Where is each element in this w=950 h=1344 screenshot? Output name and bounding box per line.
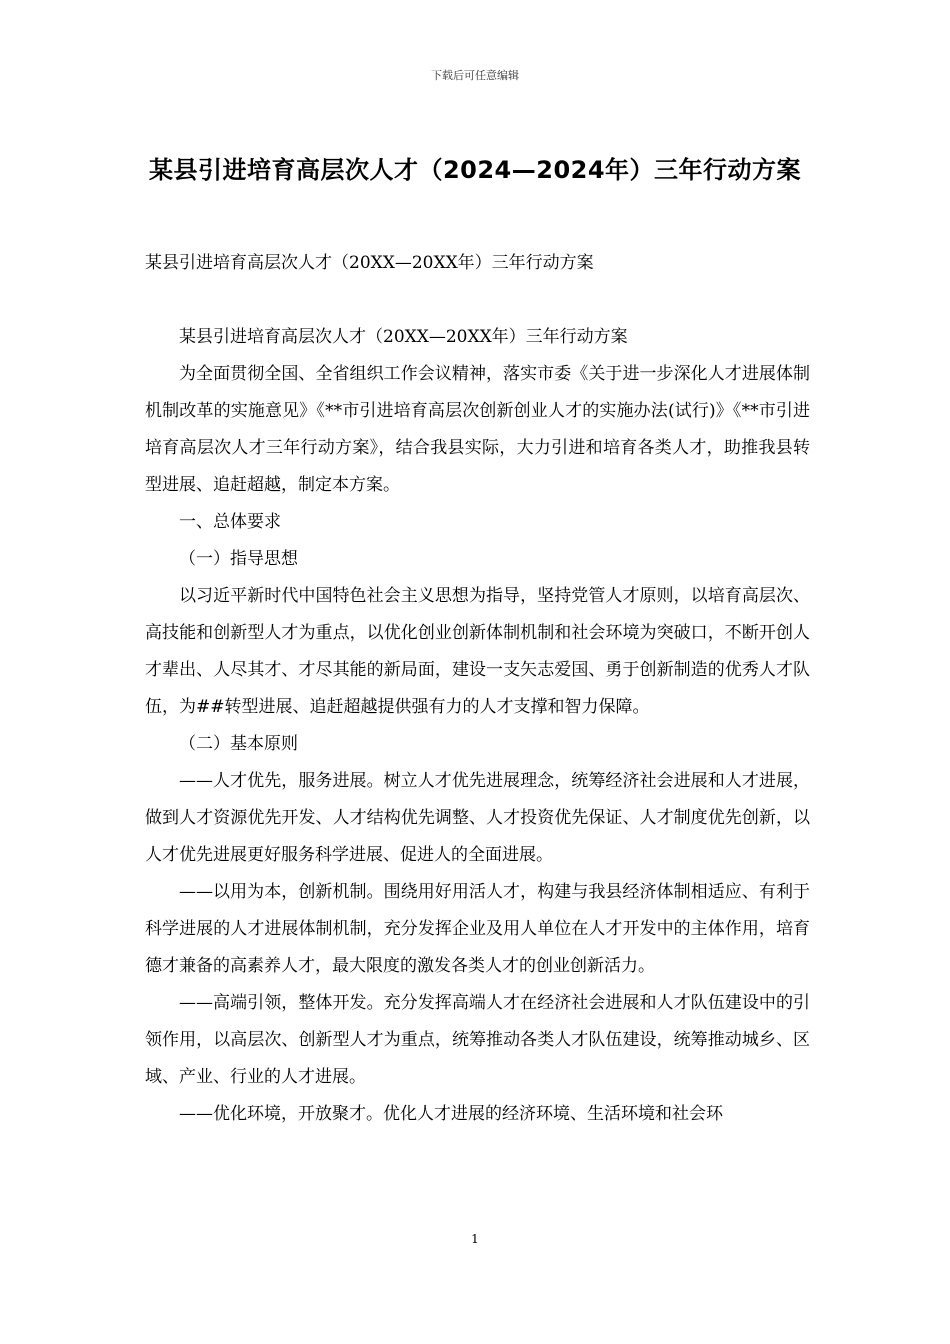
document-title: 某县引进培育高层次人才（2024—2024年）三年行动方案	[148, 156, 802, 184]
paragraph-repeat-title: 某县引进培育高层次人才（20XX—20XX年）三年行动方案	[179, 327, 628, 347]
paragraph-principle-2: ——以用为本，创新机制。围绕用好用活人才，构建与我县经济体制相适应、有利于科学进展的人才进展体制机制，充分发挥企业及用人单位在人才开发中的主体作用，培育德才兼备的高素养人才，最大限度的激发各类人才的创业创新活力。	[145, 882, 810, 976]
paragraph-principle-3: ——高端引领，整体开发。充分发挥高端人才在经济社会进展和人才队伍建设中的引领作用，以高层次、创新型人才为重点，统筹推动各类人才队伍建设，统筹推动城乡、区域、产业、行业的人才进展。	[145, 993, 810, 1087]
paragraph-principle-4: ——优化环境，开放聚才。优化人才进展的经济环境、生活环境和社会环	[179, 1104, 723, 1124]
heading-general-requirements: 一、总体要求	[179, 512, 281, 532]
page-number: 1	[471, 1232, 479, 1246]
blank-line	[145, 282, 810, 319]
heading-basic-principles: （二）基本原则	[179, 734, 298, 754]
document-subtitle: 某县引进培育高层次人才（20XX—20XX年）三年行动方案	[145, 253, 594, 273]
paragraph-principle-1: ——人才优先，服务进展。树立人才优先进展理念，统筹经济社会进展和人才进展，做到人才资源优先开发、人才结构优先调整、人才投资优先保证、人才制度优先创新，以人才优先进展更好服务科学进展、促进人的全面进展。	[145, 771, 810, 865]
document-body	[145, 245, 810, 1133]
paragraph-guiding-ideology: 以习近平新时代中国特色社会主义思想为指导，坚持党管人才原则，以培育高层次、高技能和创新型人才为重点，以优化创业创新体制机制和社会环境为突破口，不断开创人才辈出、人尽其才、才尽其能的新局面，建设一支矢志爱国、勇于创新制造的优秀人才队伍，为##转型进展、追赶超越提供强有力的人才支撑和智力保障。	[145, 586, 810, 717]
download-note: 下载后可任意编辑	[431, 69, 519, 82]
paragraph-intro: 为全面贯彻全国、全省组织工作会议精神，落实市委《关于进一步深化人才进展体制机制改革的实施意见》《**市引进培育高层次创新创业人才的实施办法(试行)》《**市引进培育高层次人才三年行动方案》，结合我县实际，大力引进和培育各类人才，助推我县转型进展、追赶超越，制定本方案。	[145, 364, 810, 495]
heading-guiding-ideology: （一）指导思想	[179, 549, 298, 569]
